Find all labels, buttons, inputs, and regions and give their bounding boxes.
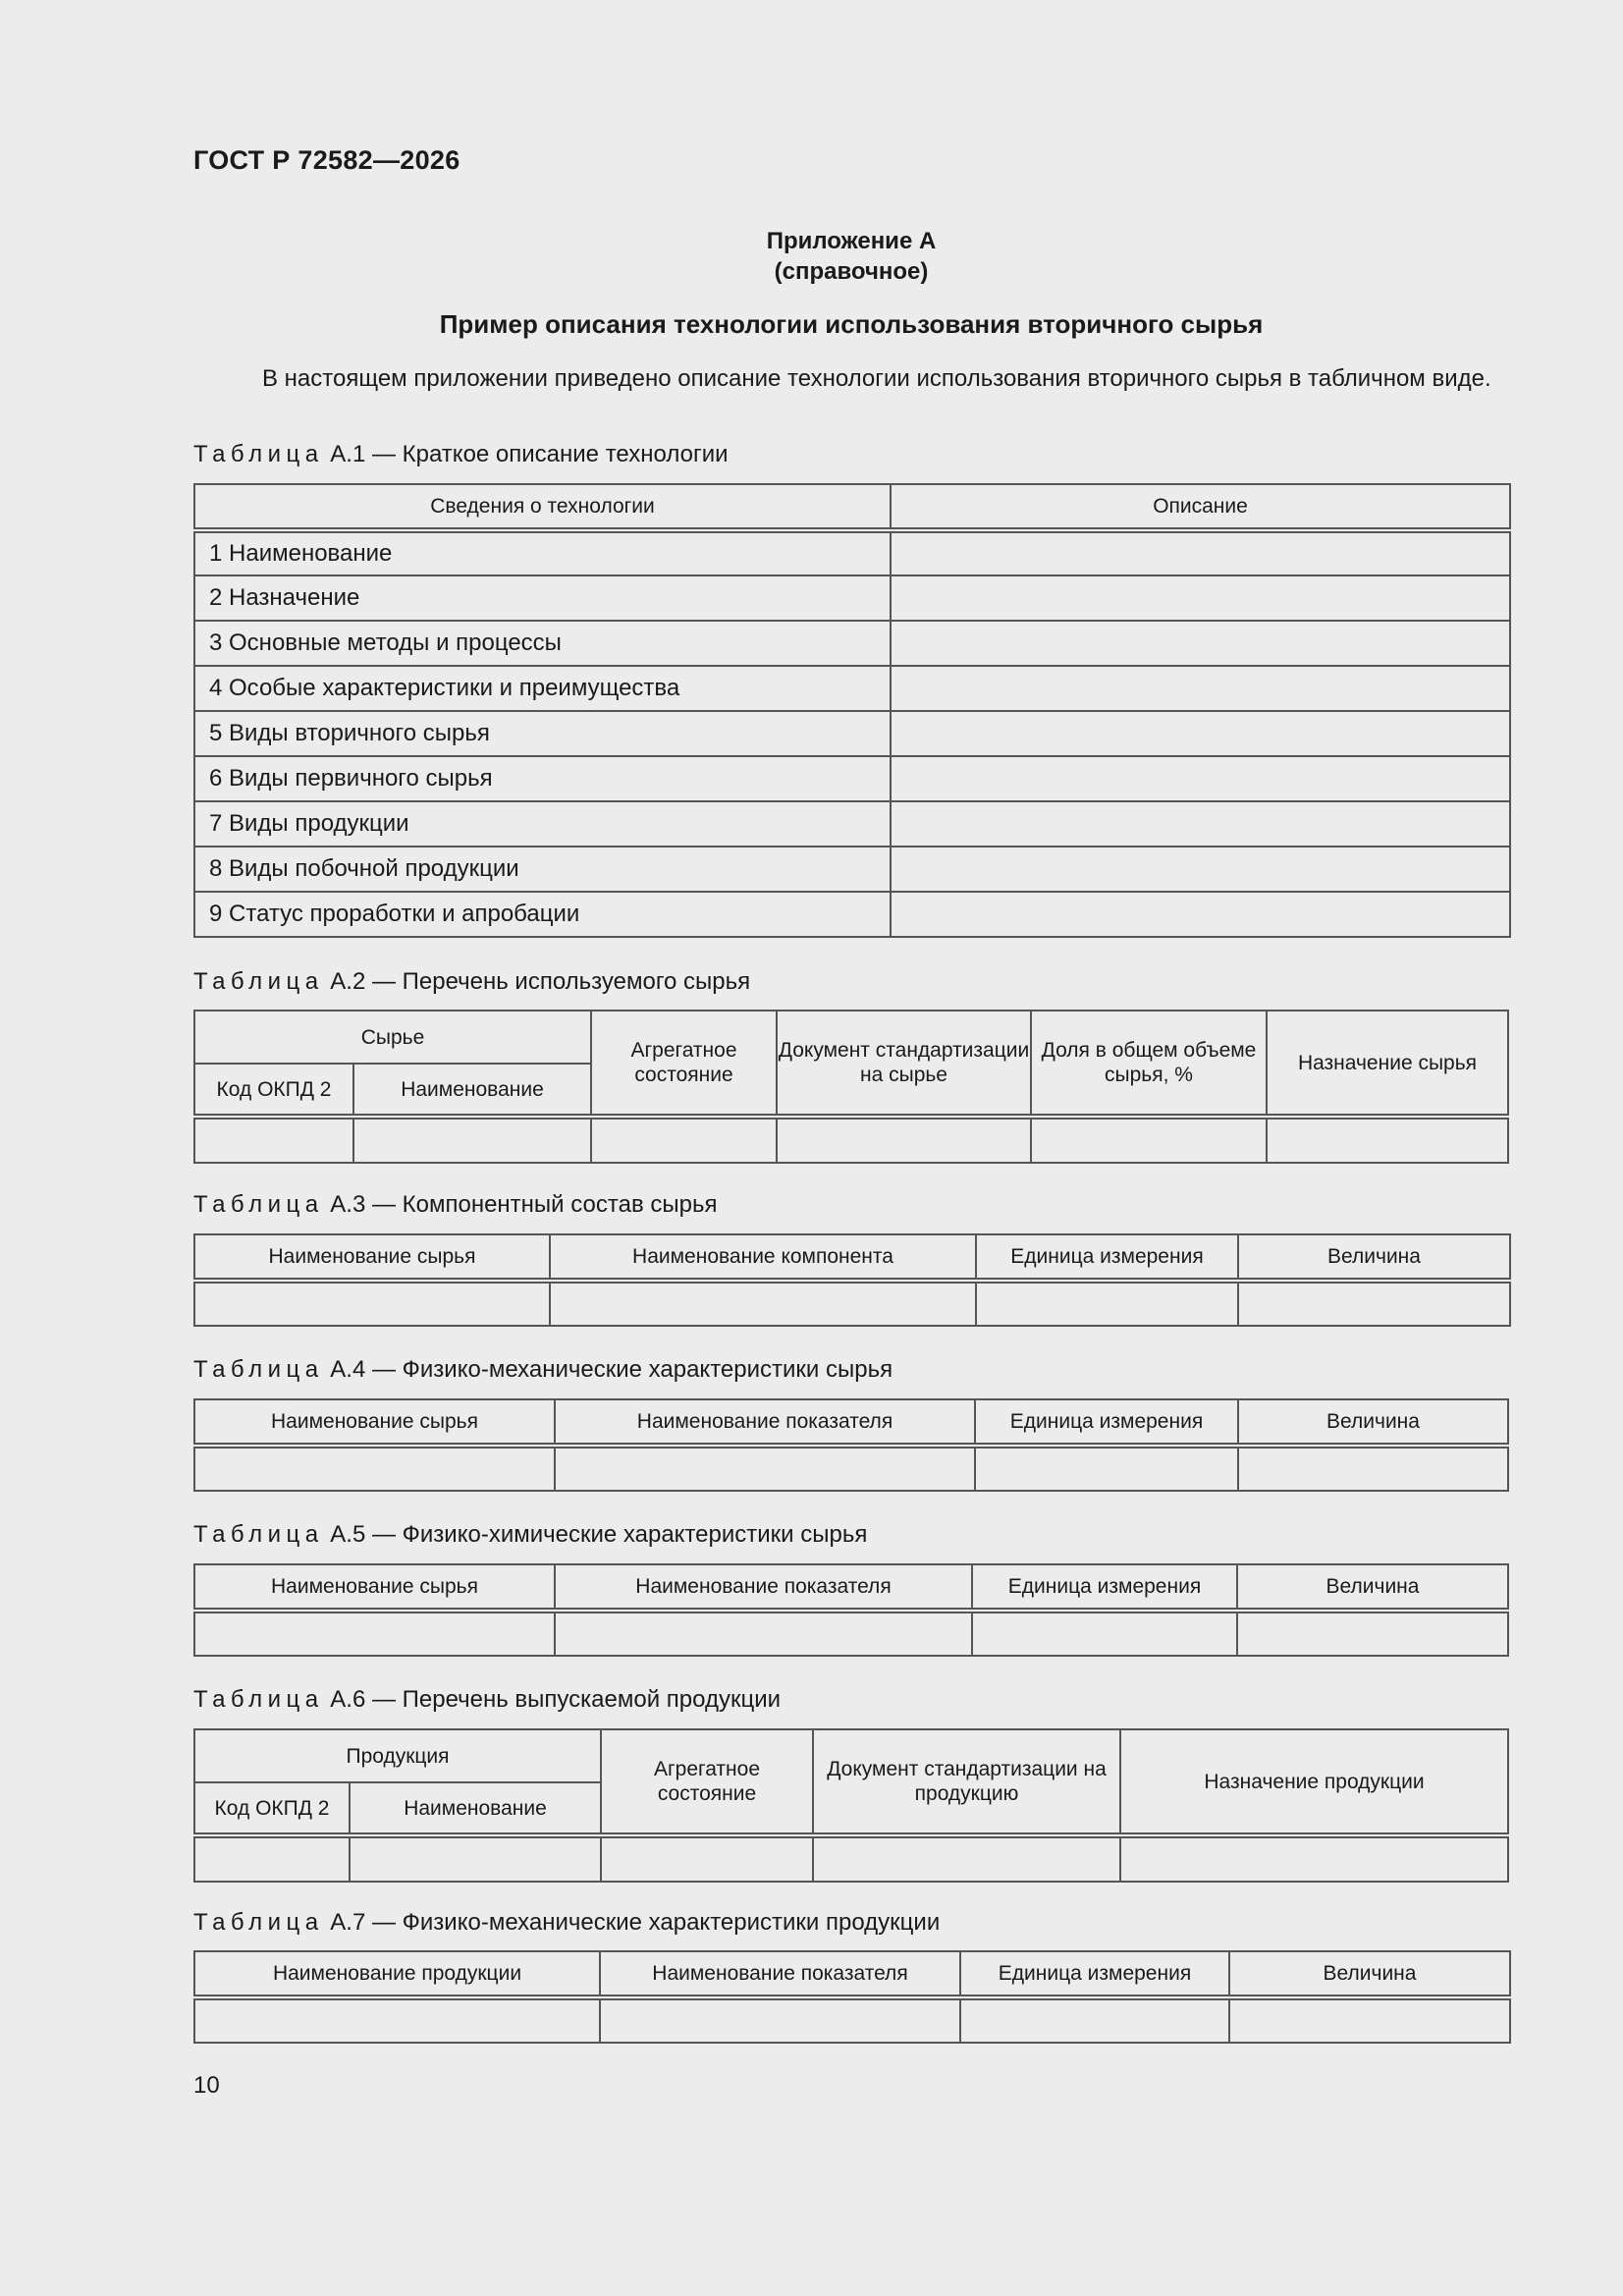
table-row: [194, 1997, 1510, 2043]
empty-cell: [601, 1835, 813, 1882]
table-a7-caption: [193, 1909, 940, 1937]
appendix-title: Приложение А: [766, 228, 937, 254]
column-header: Единица измерения: [960, 1951, 1229, 1997]
column-header: Единица измерения: [976, 1234, 1238, 1281]
table-title: — Физико-механические характеристики сырья: [371, 1356, 893, 1383]
column-header: Наименование показателя: [555, 1564, 972, 1611]
column-header: Наименование показателя: [555, 1399, 975, 1446]
table-title: — Перечень используемого сырья: [371, 968, 751, 995]
table-row: [194, 1281, 1510, 1326]
empty-cell: [194, 1281, 550, 1326]
group-header: Сырье: [194, 1011, 591, 1064]
description-cell: [891, 575, 1510, 621]
table-a1: [193, 483, 1511, 938]
description-cell: [891, 801, 1510, 847]
table-row: [194, 1611, 1508, 1656]
description-cell: [891, 666, 1510, 711]
table-row: [194, 756, 1510, 801]
empty-cell: [194, 1835, 350, 1882]
table-word: Таблица: [193, 1356, 324, 1383]
table-word: Таблица: [193, 1909, 324, 1936]
empty-cell: [591, 1117, 777, 1163]
column-header: Назначение сырья: [1267, 1011, 1508, 1117]
document-code: ГОСТ Р 72582—2026: [193, 145, 460, 175]
empty-cell: [353, 1117, 591, 1163]
description-cell: [891, 621, 1510, 666]
page-number: 10: [193, 2072, 220, 2099]
column-header: Документ стандартизации на продукцию: [813, 1729, 1120, 1835]
empty-cell: [194, 1117, 353, 1163]
group-header: Продукция: [194, 1729, 601, 1782]
table-a4-caption: [193, 1356, 893, 1384]
column-header: Наименование компонента: [550, 1234, 976, 1281]
table-number: А.7: [330, 1909, 366, 1936]
table-word: Таблица: [193, 1521, 324, 1548]
table-row: [194, 801, 1510, 847]
empty-cell: [550, 1281, 976, 1326]
column-header: Наименование продукции: [194, 1951, 600, 1997]
row-label: 4 Особые характеристики и преимущества: [194, 666, 891, 711]
table-a2: [193, 1010, 1509, 1164]
empty-cell: [1238, 1446, 1508, 1491]
empty-cell: [555, 1446, 975, 1491]
table-number: А.5: [330, 1521, 366, 1548]
table-a4: [193, 1398, 1509, 1492]
row-label: 2 Назначение: [194, 575, 891, 621]
table-a2-caption: [193, 968, 750, 996]
empty-cell: [813, 1835, 1120, 1882]
column-header: Наименование сырья: [194, 1564, 555, 1611]
column-header: Документ стандартизации на сырье: [777, 1011, 1031, 1117]
row-label: 9 Статус проработки и апробации: [194, 892, 891, 937]
table-number: А.2: [330, 968, 366, 995]
column-header: Величина: [1229, 1951, 1510, 1997]
table-number: А.1: [330, 441, 366, 467]
table-row: [194, 1835, 1508, 1882]
appendix-heading: Пример описания технологии использования вторичного сырья: [439, 309, 1264, 339]
empty-cell: [600, 1997, 960, 2043]
table-title: — Краткое описание технологии: [371, 441, 729, 467]
empty-cell: [194, 1997, 600, 2043]
intro-paragraph: В настоящем приложении приведено описание технологии использования вторичного сырья в табличном виде.: [262, 365, 1491, 392]
empty-cell: [960, 1997, 1229, 2043]
column-header: Агрегатное состояние: [601, 1729, 813, 1835]
table-a3-caption: [193, 1191, 717, 1219]
column-header: Единица измерения: [975, 1399, 1238, 1446]
description-cell: [891, 711, 1510, 756]
subcolumn-header: Код ОКПД 2: [194, 1782, 350, 1835]
column-header: Величина: [1237, 1564, 1508, 1611]
table-a5-caption: [193, 1521, 867, 1549]
empty-cell: [975, 1446, 1238, 1491]
appendix-type: (справочное): [774, 258, 929, 285]
table-row: [194, 711, 1510, 756]
empty-cell: [1238, 1281, 1510, 1326]
empty-cell: [1031, 1117, 1267, 1163]
empty-cell: [194, 1446, 555, 1491]
table-row: [194, 621, 1510, 666]
empty-cell: [194, 1611, 555, 1656]
table-a3: [193, 1233, 1511, 1327]
empty-cell: [555, 1611, 972, 1656]
description-cell: [891, 892, 1510, 937]
row-label: 3 Основные методы и процессы: [194, 621, 891, 666]
subcolumn-header: Наименование: [350, 1782, 601, 1835]
column-header: Наименование показателя: [600, 1951, 960, 1997]
row-label: 8 Виды побочной продукции: [194, 847, 891, 892]
column-header: Наименование сырья: [194, 1234, 550, 1281]
column-header: Единица измерения: [972, 1564, 1237, 1611]
empty-cell: [1237, 1611, 1508, 1656]
table-number: А.4: [330, 1356, 366, 1383]
table-row: [194, 1117, 1508, 1163]
column-header: Описание: [891, 484, 1510, 530]
table-a7: [193, 1950, 1511, 2044]
row-label: 1 Наименование: [194, 530, 891, 575]
description-cell: [891, 847, 1510, 892]
description-cell: [891, 530, 1510, 575]
table-row: [194, 575, 1510, 621]
table-word: Таблица: [193, 1191, 324, 1218]
table-word: Таблица: [193, 968, 324, 995]
table-number: А.6: [330, 1686, 366, 1713]
table-row: [194, 666, 1510, 711]
table-row: [194, 530, 1510, 575]
table-word: Таблица: [193, 441, 324, 467]
table-a1-caption: [193, 441, 729, 468]
column-header: Величина: [1238, 1234, 1510, 1281]
table-row: [194, 1446, 1508, 1491]
row-label: 7 Виды продукции: [194, 801, 891, 847]
column-header: Наименование сырья: [194, 1399, 555, 1446]
empty-cell: [976, 1281, 1238, 1326]
column-header: Агрегатное состояние: [591, 1011, 777, 1117]
table-a6-caption: [193, 1686, 781, 1714]
table-number: А.3: [330, 1191, 366, 1218]
empty-cell: [777, 1117, 1031, 1163]
column-header: Назначение продукции: [1120, 1729, 1508, 1835]
empty-cell: [1267, 1117, 1508, 1163]
row-label: 5 Виды вторичного сырья: [194, 711, 891, 756]
empty-cell: [350, 1835, 601, 1882]
table-a6: [193, 1728, 1509, 1883]
column-header: Доля в общем объеме сырья, %: [1031, 1011, 1267, 1117]
empty-cell: [972, 1611, 1237, 1656]
table-row: [194, 847, 1510, 892]
column-header: Величина: [1238, 1399, 1508, 1446]
table-title: — Физико-механические характеристики продукции: [371, 1909, 941, 1936]
subcolumn-header: Код ОКПД 2: [194, 1064, 353, 1117]
subcolumn-header: Наименование: [353, 1064, 591, 1117]
row-label: 6 Виды первичного сырья: [194, 756, 891, 801]
description-cell: [891, 756, 1510, 801]
appendix-header: [193, 226, 1509, 287]
table-title: — Перечень выпускаемой продукции: [371, 1686, 782, 1713]
empty-cell: [1229, 1997, 1510, 2043]
table-row: [194, 892, 1510, 937]
empty-cell: [1120, 1835, 1508, 1882]
column-header: Сведения о технологии: [194, 484, 891, 530]
table-title: — Компонентный состав сырья: [371, 1191, 718, 1218]
table-title: — Физико-химические характеристики сырья: [371, 1521, 868, 1548]
table-word: Таблица: [193, 1686, 324, 1713]
table-a5: [193, 1563, 1509, 1657]
